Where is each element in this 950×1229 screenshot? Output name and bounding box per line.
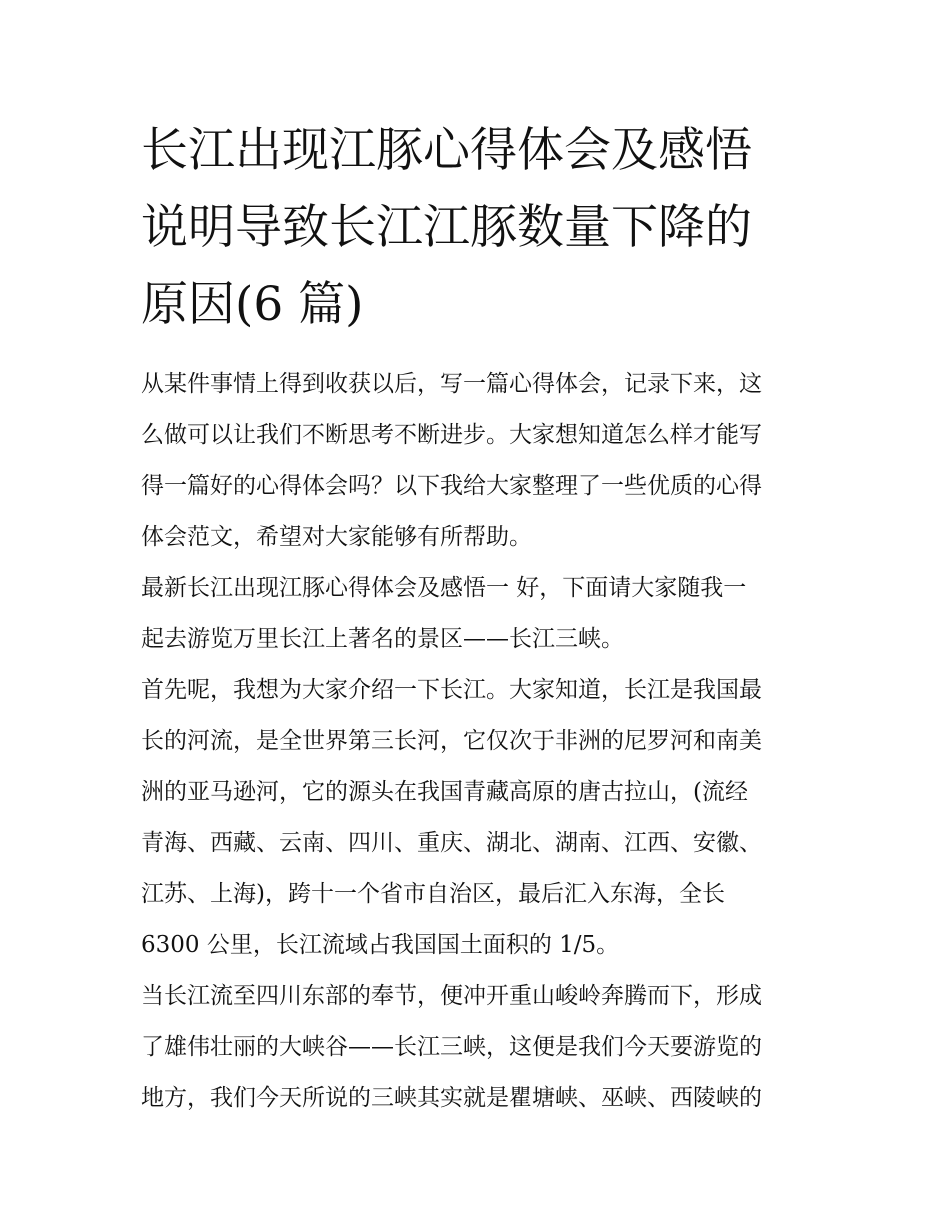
paragraph-three-gorges: [141, 971, 813, 1124]
text-line: 得一篇好的心得体会吗？以下我给大家整理了一些优质的心得: [141, 473, 762, 499]
text-line: 首先呢，我想为大家介绍一下长江。大家知道，长江是我国最: [141, 677, 762, 703]
text-line: 当长江流至四川东部的奉节，便冲开重山峻岭奔腾而下，形成: [141, 983, 762, 1009]
text-line: 洲的亚马逊河，它的源头在我国青藏高原的唐古拉山，(流经: [141, 779, 748, 805]
paragraph-intro: [141, 359, 813, 563]
text-line: 最新长江出现江豚心得体会及感悟一 好，下面请大家随我一: [141, 575, 747, 601]
title-line: 长江出现江豚心得体会及感悟: [141, 123, 752, 178]
text-line: 体会范文，希望对大家能够有所帮助。: [141, 524, 532, 550]
text-line: 江苏、上海)，跨十一个省市自治区，最后汇入东海，全长: [141, 881, 725, 907]
paragraph-section-one: [141, 563, 813, 665]
text-line: 长的河流，是全世界第三长河，它仅次于非洲的尼罗河和南美: [141, 728, 762, 754]
title-line: 说明导致长江江豚数量下降的: [141, 200, 752, 255]
title-line: 原因(6 篇): [141, 277, 364, 332]
document-page: [141, 112, 813, 1124]
text-line: 6300 公里，长江流域占我国国土面积的 1/5。: [141, 932, 620, 958]
paragraph-yangtze-intro: [141, 665, 813, 971]
document-title: [141, 112, 813, 343]
text-line: 地方，我们今天所说的三峡其实就是瞿塘峡、巫峡、西陵峡的: [141, 1085, 762, 1111]
document-body: [141, 359, 813, 1124]
text-line: 起去游览万里长江上著名的景区——长江三峡。: [141, 626, 624, 652]
text-line: 么做可以让我们不断思考不断进步。大家想知道怎么样才能写: [141, 422, 762, 448]
text-line: 了雄伟壮丽的大峡谷——长江三峡，这便是我们今天要游览的: [141, 1034, 762, 1060]
text-line: 青海、西藏、云南、四川、重庆、湖北、湖南、江西、安徽、: [141, 830, 762, 856]
text-line: 从某件事情上得到收获以后，写一篇心得体会，记录下来，这: [141, 371, 762, 397]
